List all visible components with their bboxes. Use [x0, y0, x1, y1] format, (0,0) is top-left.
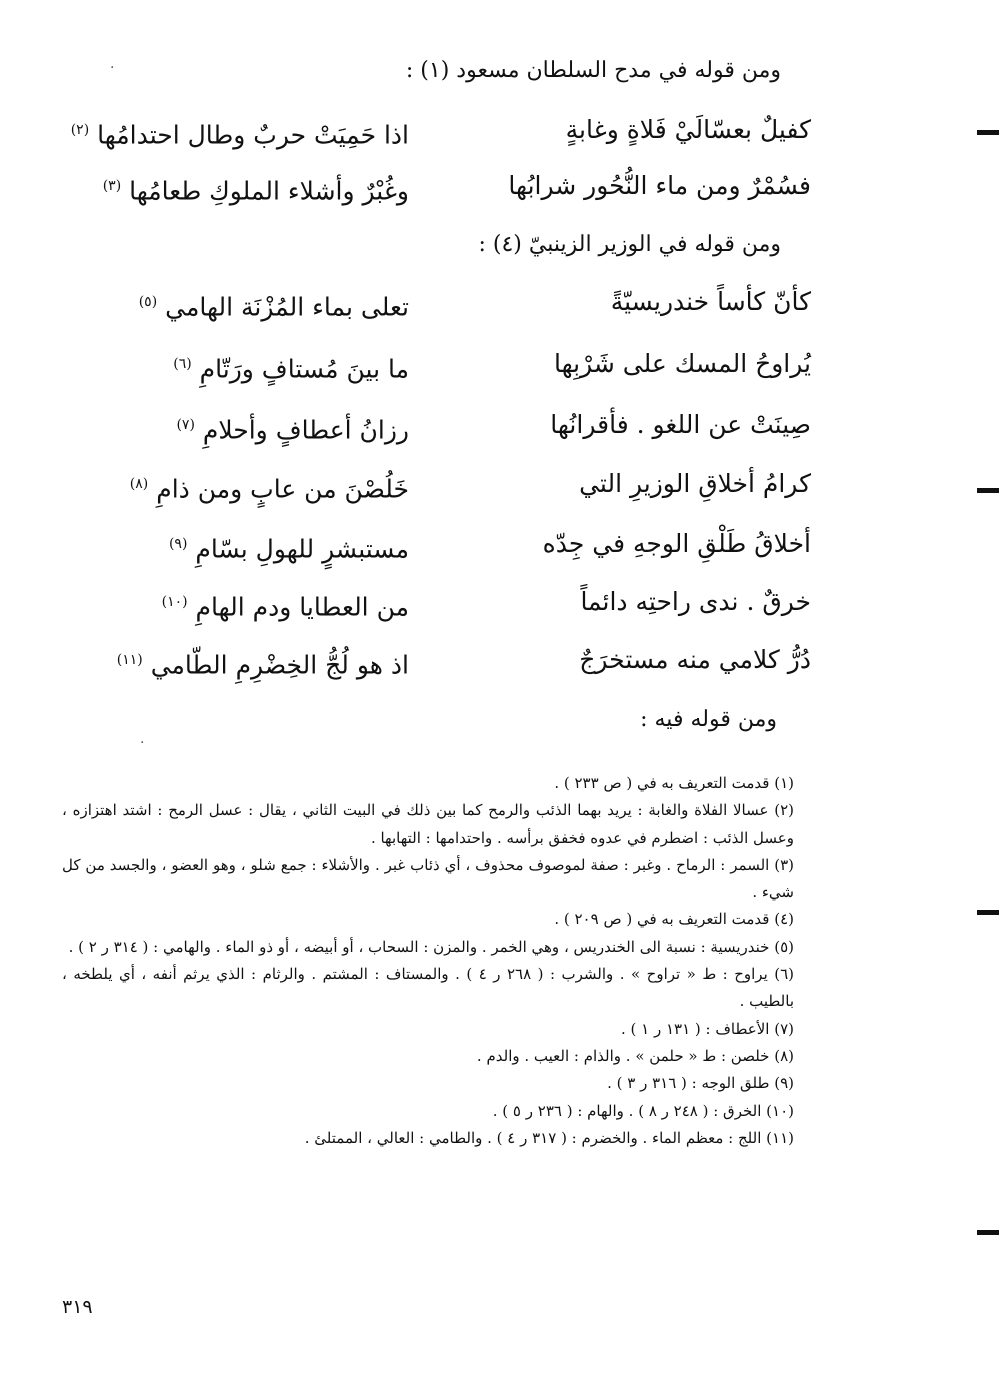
verse-line: [0, 580, 999, 632]
intro-heading-3: ومن قوله فيه :: [640, 707, 777, 732]
second-hemistich: [109, 462, 409, 511]
second-hemistich: [109, 342, 409, 391]
footnote-marker: (١٠): [161, 594, 188, 610]
footnote-marker: (١١): [116, 652, 143, 668]
first-hemistich: صِينَتْ عن اللغو . فأقرانُها: [550, 410, 811, 439]
footnotes: [62, 770, 794, 1152]
first-hemistich: كرامُ أخلاقِ الوزيرِ التي: [579, 469, 811, 498]
footnote: (٦) يراوح : ط « تراوح » . والشرب : ( ٢٦٨ ر ٤ ) . والمستاف : المشتم . والرثام : الذي يرثم أنفه ، أي يلطخه ، بالطيب .: [62, 965, 795, 1011]
footnote: (٣) السمر : الرماح . وغبر : صفة لموصوف محذوف ، أي ذئاب غبر . والأشلاء : جمع شلو ، وهو العضو ، والجسد من كل شيء .: [62, 855, 794, 902]
page-number: ٣١٩: [62, 1296, 93, 1318]
second-hemistich: [109, 580, 409, 629]
hemistich-text: رزانُ أعطافٍ وأحلامِ: [202, 415, 409, 445]
footnote: (٤) قدمت التعريف به في ( ص ٢٠٩ ) .: [554, 910, 794, 929]
hemistich-text: وغُبْرٌ وأشلاء الملوكِ طعامُها: [129, 176, 409, 206]
first-hemistich: خرقٌ . ندى راحتِه دائماً: [580, 587, 811, 616]
second-hemistich: [102, 164, 409, 213]
first-hemistich: أخلاقُ طَلْقِ الوجهِ في جِدّه: [542, 529, 811, 558]
scan-margin-mark: [977, 130, 999, 135]
hemistich-text: اذا حَمِيَتْ حربٌ وطال احتدامُها: [97, 120, 409, 150]
hemistich-text: خَلُصْنَ من عابٍ ومن ذامِ: [156, 474, 409, 504]
hemistich-text: اذ هو لُجُّ الخِضْرِمِ الطّامي: [150, 650, 409, 680]
verse-line: [0, 522, 999, 574]
first-hemistich: كأنّ كأساً خندريسيّةً: [610, 287, 811, 316]
first-hemistich: فسُمْرٌ ومن ماء النُّحُور شرابُها: [508, 171, 811, 200]
first-hemistich: دُرُّ كلامي منه مستخرَجٌ: [579, 645, 811, 674]
scan-speck: ·: [140, 735, 145, 751]
scan-margin-mark: [977, 1230, 999, 1235]
footnote: (٩) طلق الوجه : ( ٣١٦ ر ٣ ) .: [607, 1074, 794, 1093]
footnote: (١٠) الخرق : ( ٢٤٨ ر ٨ ) . والهام : ( ٢٣٦ ر ٥ ) .: [492, 1101, 794, 1120]
verse-line: [0, 638, 999, 690]
second-hemistich: [109, 522, 409, 571]
verse-line: [0, 108, 999, 160]
footnote: (١١) اللج : معظم الماء . والخضرم : ( ٣١٧ ر ٤ ) . والطامي : العالي ، الممتلئ .: [304, 1128, 794, 1147]
first-hemistich: يُراوحُ المسك على شَرْبِها: [553, 349, 811, 378]
footnote: (٧) الأعطاف : ( ١٣١ ر ١ ) .: [620, 1019, 794, 1038]
footnote-marker: (٣): [102, 178, 122, 194]
first-hemistich: كفيلٌ بعسّالَيْ فَلاةٍ وغابةٍ: [565, 115, 811, 144]
footnote-marker: (٢): [70, 122, 90, 138]
hemistich-text: من العطايا ودم الهامِ: [195, 592, 409, 622]
intro-heading-1: ومن قوله في مدح السلطان مسعود (١) :: [405, 58, 781, 83]
verse-line: [0, 462, 999, 514]
footnote: (٢) عسالا الفلاة والغابة : يريد بهما الذئب والرمح كما بين ذلك في البيت الثاني ، يقال : عسل الرمح : اشتد اهتزازه ، وعسل الذئب : اضطرم في عدوه فخفق برأسه . واحتدامها : التهابها .: [62, 801, 794, 847]
hemistich-text: مستبشرٍ للهولِ بسّامِ: [195, 534, 409, 564]
scan-speck: ·: [110, 60, 115, 76]
scan-margin-mark: [977, 488, 999, 493]
second-hemistich: [109, 638, 409, 687]
hemistich-text: تعلى بماء المُزْنَة الهامي: [165, 292, 409, 322]
verse-line: [0, 280, 999, 332]
second-hemistich: [109, 403, 409, 452]
footnote-marker: (٩): [168, 536, 188, 552]
second-hemistich: [109, 280, 409, 329]
footnote-marker: (٥): [138, 294, 158, 310]
verse-line: [0, 342, 999, 394]
footnote: (٨) خلصن : ط « حلمن » . والذام : العيب . والدم .: [476, 1046, 794, 1065]
footnote-marker: (٧): [176, 417, 195, 433]
footnote: (٥) خندريسية : نسبة الى الخندريس ، وهي الخمر . والمزن : السحاب ، أو أبيضه ، أو ذو الماء . والهامي : ( ٣١٤ ر ٢ ) .: [68, 937, 794, 956]
scan-margin-mark: [977, 910, 999, 915]
footnote-marker: (٨): [129, 476, 149, 492]
second-hemistich: [70, 108, 409, 157]
verse-line: [0, 403, 999, 455]
footnote: (١) قدمت التعريف به في ( ص ٢٣٣ ) .: [554, 774, 794, 792]
hemistich-text: ما بينَ مُستافٍ ورَتّامِ: [199, 354, 409, 384]
footnote-marker: (٦): [173, 356, 192, 372]
verse-line: [0, 164, 999, 216]
intro-heading-2: ومن قوله في الوزير الزينبيّ (٤) :: [478, 232, 781, 257]
